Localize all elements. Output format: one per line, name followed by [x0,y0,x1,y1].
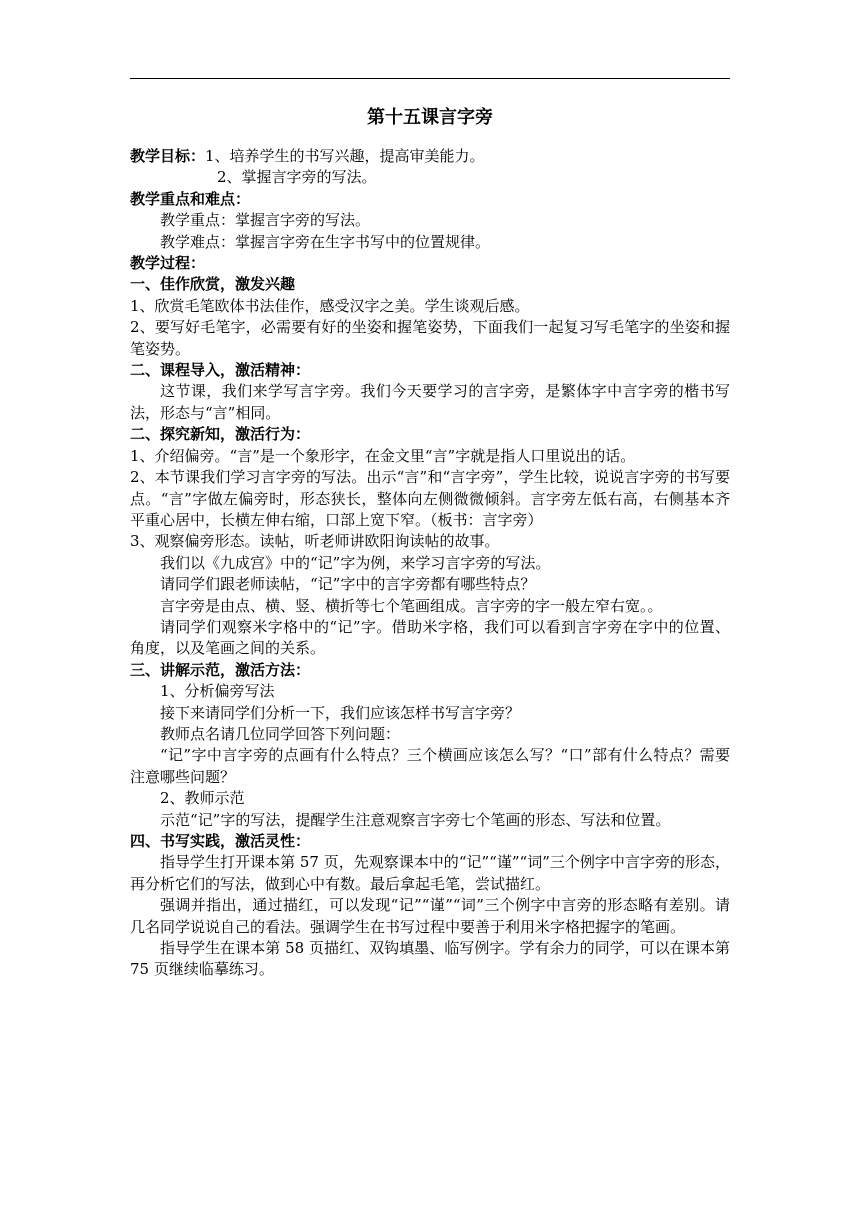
section-3-para-3: 3、观察偏旁形态。读帖，听老师讲欧阳询读帖的故事。 [130,532,500,551]
section-1-heading: 一、佳作欣赏，激发兴趣 [130,275,296,294]
section-3-para-2: 2、本节课我们学习言字旁的写法。出示“言”和“言字旁”，学生比较，说说言字旁的书写要点。“言”字做左偏旁时，形态狭长，整体向左侧微微倾斜。言字旁左低右高，右侧基本齐平重心居中，长横左伸右缩，口部上宽下窄。（板书：言字旁） [130,468,730,529]
section-4-para-2: 接下来请同学们分析一下，我们应该怎样书写言字旁？ [160,703,521,722]
goals-label: 教学目标： [130,147,206,165]
focus-heading: 教学重点和难点： [130,189,251,208]
section-4-para-6: 示范“记”字的写法，提醒学生注意观察言字旁七个笔画的形态、写法和位置。 [160,810,671,829]
goal-item-2: 2、掌握言字旁的写法。 [217,168,377,187]
section-3-para-4: 我们以《九成宫》中的“记”字为例，来学习言字旁的写法。 [160,553,551,572]
section-5-para-2: 强调并指出，通过描红，可以发现“记”“谨”“词”三个例字中言旁的形态略有差别。请几名同学说说自己的看法。强调学生在书写过程中要善于利用米字格把握字的笔画。 [130,896,730,936]
section-5-para-3: 指导学生在课本第 58 页描红、双钩填墨、临写例字。学有余力的同学，可以在课本第 75 页继续临摹练习。 [130,939,730,979]
process-heading: 教学过程： [130,254,206,273]
goal-item-1: 1、培养学生的书写兴趣，提高审美能力。 [205,147,485,165]
lesson-plan [130,100,730,981]
section-2-para-1: 这节课，我们来学写言字旁。我们今天要学习的言字旁，是繁体字中言字旁的楷书写法，形态与“言”相同。 [130,382,730,422]
section-3-para-7: 请同学们观察米字格中的“记”字。借助米字格，我们可以看到言字旁在字中的位置、角度，以及笔画之间的关系。 [130,617,730,658]
focus-difficult: 教学难点：掌握言字旁在生字书写中的位置规律。 [160,232,491,251]
section-4-heading: 三、讲解示范，激活方法： [130,660,311,679]
page-title: 第十五课言字旁 [367,107,493,128]
section-4-para-3: 教师点名请几位同学回答下列问题： [160,724,401,743]
section-2-heading: 二、课程导入，激活精神： [130,361,311,380]
section-4-para-1: 1、分析偏旁写法 [160,682,275,701]
section-1-para-1: 1、欣赏毛笔欧体书法佳作，感受汉字之美。学生谈观后感。 [130,296,530,315]
section-4-para-5: 2、教师示范 [160,789,245,808]
section-4-para-4: “记”字中言字旁的点画有什么特点？三个横画应该怎么写？“口”部有什么特点？需要注意哪些问题？ [130,746,730,786]
header-rule [130,78,730,79]
section-3-para-1: 1、介绍偏旁。“言”是一个象形字，在金文里“言”字就是指人口里说出的话。 [130,446,636,465]
section-3-heading: 二、探究新知，激活行为： [130,425,311,444]
focus-key: 教学重点：掌握言字旁的写法。 [160,211,371,230]
section-3-para-6: 言字旁是由点、横、竖、横折等七个笔画组成。言字旁的字一般左窄右宽。。 [160,596,663,615]
section-3-para-5: 请同学们跟老师读帖，“记”字中的言字旁都有哪些特点？ [160,575,536,594]
section-5-para-1: 指导学生打开课本第 57 页，先观察课本中的“记”“谨”“词”三个例字中言字旁的形态，再分析它们的写法，做到心中有数。最后拿起毛笔，尝试描红。 [130,853,730,893]
section-5-heading: 四、书写实践，激活灵性： [130,832,311,850]
goals-line-1 [130,146,730,167]
section-1-para-2: 2、要写好毛笔字，必需要有好的坐姿和握笔姿势，下面我们一起复习写毛笔字的坐姿和握笔姿势。 [130,318,730,358]
